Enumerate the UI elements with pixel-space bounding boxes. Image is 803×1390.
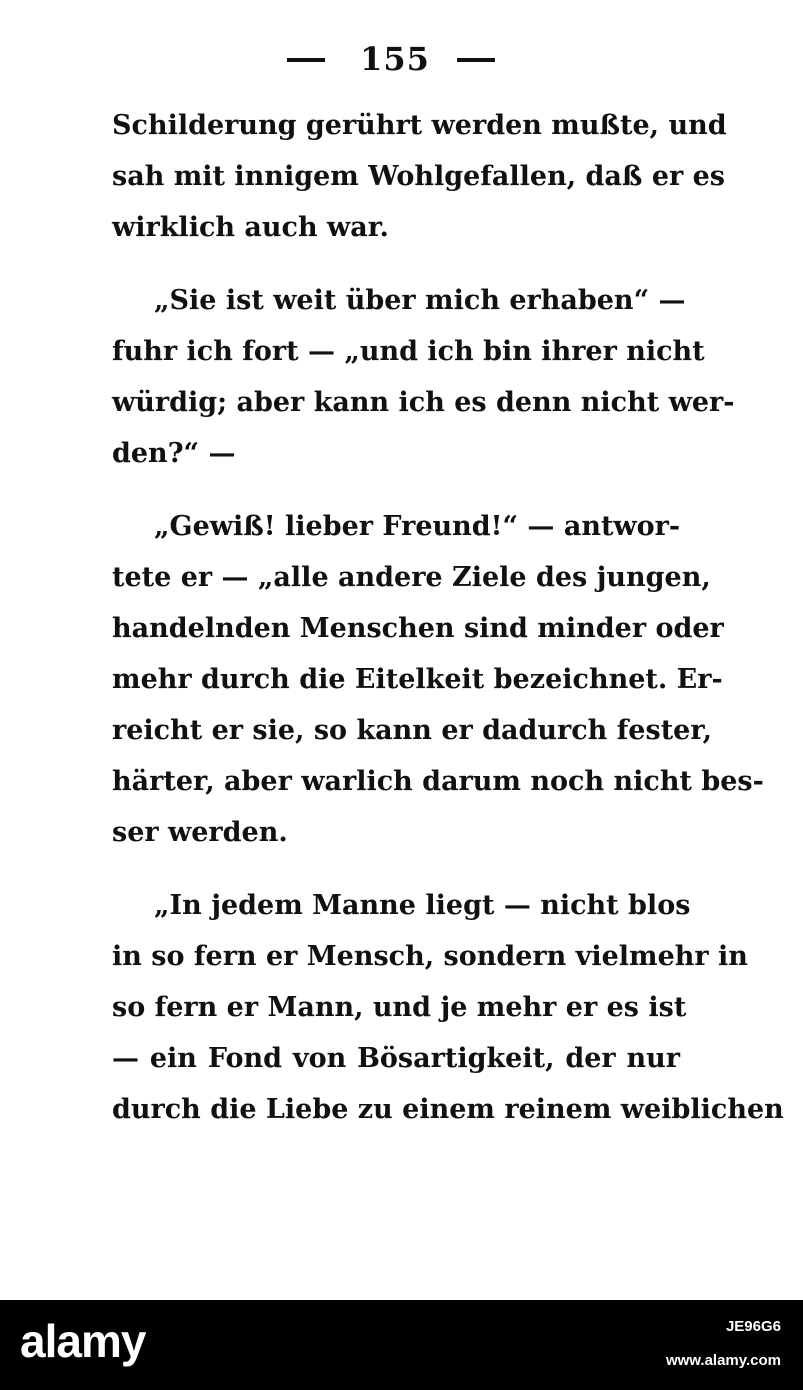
text-line: sah mit innigem Wohlgefallen, daß er es (112, 161, 725, 192)
site-url: www.alamy.com (665, 1352, 781, 1369)
text-line: so fern er Mann, und je mehr er es ist (112, 992, 687, 1023)
text-line: härter, aber warlich darum noch nicht bes- (112, 766, 764, 797)
alamy-logo: alamy (20, 1315, 146, 1367)
paragraph-2 (112, 275, 735, 479)
page-header (0, 38, 803, 82)
text-line: „Sie ist weit über mich erhaben“ — (154, 285, 686, 316)
text-line: mehr durch die Eitelkeit bezeichnet. Er- (112, 664, 723, 695)
text-line: durch die Liebe zu einem reinem weiblichen (112, 1094, 784, 1125)
text-line: würdig; aber kann ich es denn nicht wer- (112, 387, 735, 418)
text-line: den?“ — (112, 438, 236, 469)
text-line: reicht er sie, so kann er dadurch fester, (112, 715, 712, 746)
text-line: — ein Fond von Bösartigkeit, der nur (112, 1043, 680, 1074)
paragraph-1 (112, 100, 727, 253)
image-id: JE96G6 (725, 1318, 781, 1335)
body-text (112, 100, 784, 1135)
text-line: tete er — „alle andere Ziele des jungen, (112, 562, 711, 593)
header-dash-right (457, 58, 495, 62)
text-line: fuhr ich fort — „und ich bin ihrer nicht (112, 336, 705, 367)
text-line: handelnden Menschen sind minder oder (112, 613, 724, 644)
header-dash-left (287, 58, 325, 62)
text-line: „Gewiß! lieber Freund!“ — antwor- (154, 511, 681, 542)
text-line: „In jedem Manne liegt — nicht blos (154, 890, 691, 921)
paragraph-3 (112, 501, 764, 858)
text-line: Schilderung gerührt werden mußte, und (112, 110, 727, 141)
paragraph-4 (112, 880, 784, 1135)
text-line: ser werden. (112, 817, 288, 848)
page-number: 155 (360, 40, 430, 78)
text-line: wirklich auch war. (112, 212, 389, 243)
watermark-footer (0, 1300, 803, 1390)
text-line: in so fern er Mensch, sondern vielmehr in (112, 941, 748, 972)
